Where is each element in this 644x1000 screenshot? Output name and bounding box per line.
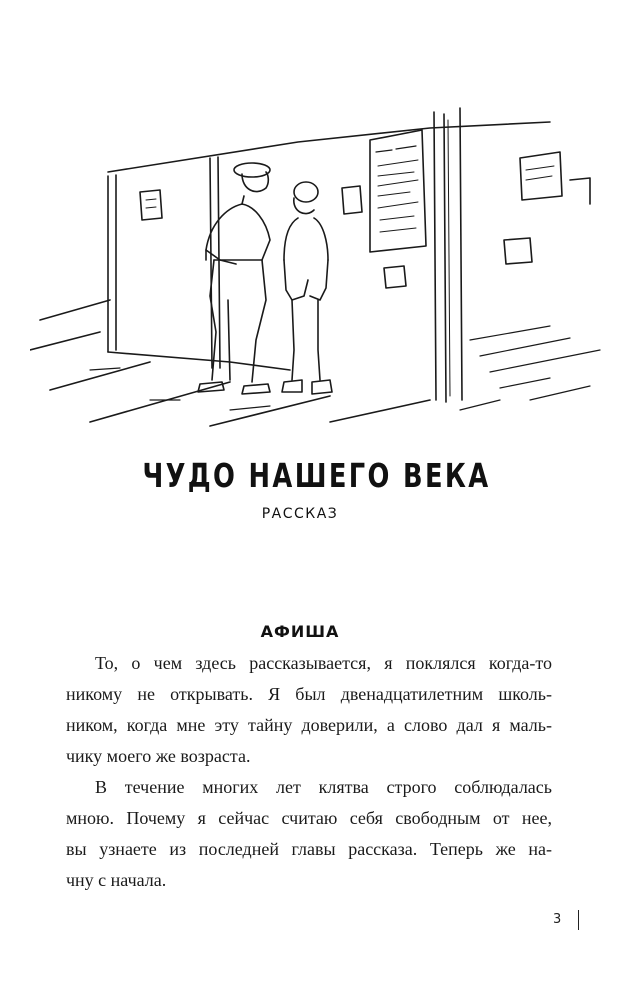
page-number-rule	[578, 910, 579, 930]
chapter-heading: АФИША	[260, 622, 340, 641]
street-poster-illustration	[30, 100, 620, 430]
text-line: чну с начала.	[66, 870, 167, 890]
chapter-body	[66, 648, 552, 896]
text-line: чику моего же возраста.	[66, 746, 251, 766]
text-line: мною. Почему я сейчас считаю себя свободным от нее,	[66, 808, 552, 828]
story-title: ЧУДО НАШЕГО ВЕКА	[142, 456, 491, 495]
page-number: 3	[553, 912, 562, 927]
story-subtitle: РАССКАЗ	[261, 506, 339, 522]
text-line: То, о чем здесь рассказывается, я поклялся когда-то	[95, 653, 552, 673]
text-line: вы узнаете из последней главы рассказа. Теперь же на-	[66, 839, 552, 859]
text-line: В течение многих лет клятва строго соблюдалась	[95, 777, 552, 797]
text-line: никому не открывать. Я был двенадцатилетним школь-	[66, 684, 552, 704]
text-line: ником, когда мне эту тайну доверили, а слово дал я маль-	[66, 715, 552, 735]
